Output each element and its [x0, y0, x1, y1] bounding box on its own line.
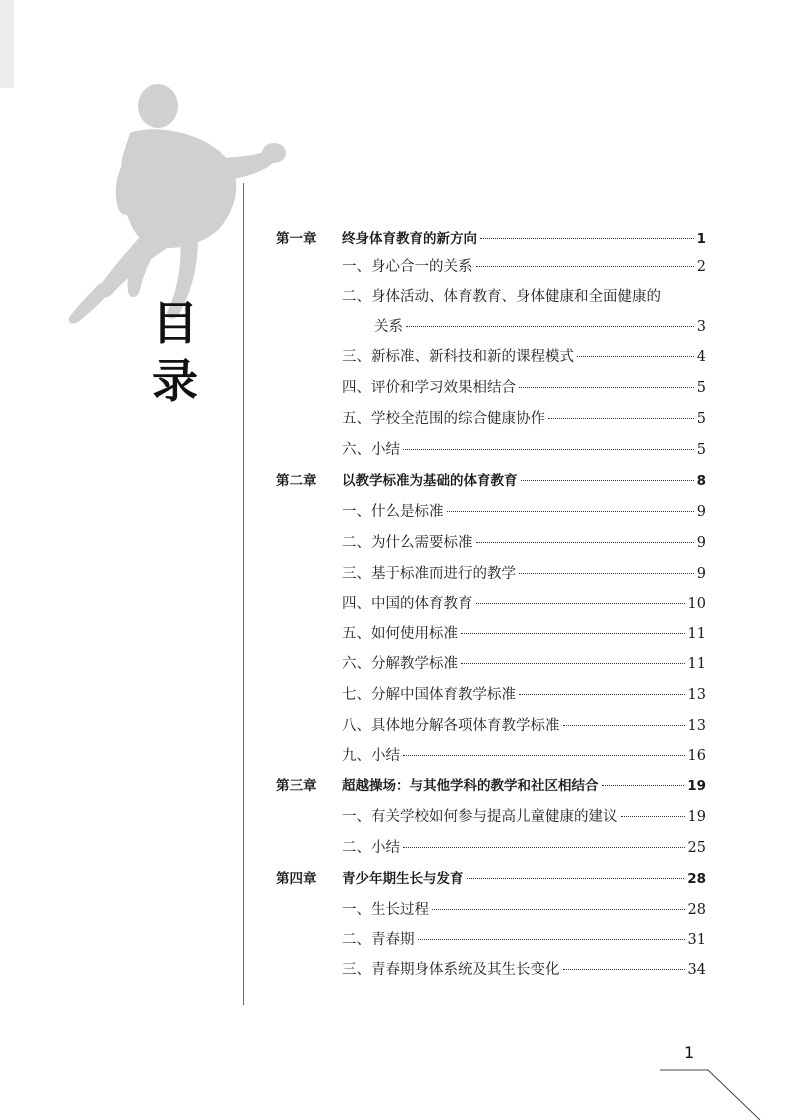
page-number: 28: [687, 871, 706, 887]
toc-section[interactable]: [342, 342, 706, 372]
dot-leader: [563, 969, 685, 970]
toc-section[interactable]: [342, 895, 706, 925]
dot-leader: [467, 878, 685, 879]
toc-section[interactable]: [342, 741, 706, 771]
section-title: 八、具体地分解各项体育教学标准: [342, 718, 560, 734]
dot-leader: [621, 816, 685, 817]
section-title: 六、分解教学标准: [342, 656, 458, 672]
dot-leader: [461, 663, 685, 664]
dot-leader: [519, 387, 694, 388]
toc-section[interactable]: [342, 680, 706, 710]
dot-leader: [563, 725, 685, 726]
toc-section[interactable]: [342, 619, 706, 649]
dot-leader: [418, 939, 685, 940]
page-title-char-2: 录: [152, 354, 198, 408]
section-title: 四、中国的体育教育: [342, 596, 473, 612]
dot-leader: [406, 326, 694, 327]
chapter-title: 超越操场：与其他学科的教学和社区相结合: [342, 778, 599, 794]
page-number: 31: [687, 932, 706, 948]
page-number: 9: [696, 566, 706, 582]
section-title: 二、青春期: [342, 932, 415, 948]
section-title: 五、如何使用标准: [342, 626, 458, 642]
dot-leader: [476, 542, 694, 543]
corner-strip: [0, 0, 14, 88]
toc-chapter-2[interactable]: [276, 466, 706, 496]
section-title: 二、为什么需要标准: [342, 535, 473, 551]
section-title: 二、小结: [342, 840, 400, 856]
page-number: 34: [687, 962, 706, 978]
section-title: 三、青春期身体系统及其生长变化: [342, 962, 560, 978]
page-number: 9: [696, 504, 706, 520]
toc-section[interactable]: [342, 589, 706, 619]
section-title: 六、小结: [342, 442, 400, 458]
toc-section[interactable]: [342, 373, 706, 403]
page-title-char-1: 目: [152, 296, 198, 350]
dot-leader: [480, 238, 694, 239]
chapter-title: 终身体育教育的新方向: [342, 231, 477, 247]
section-title: 关系: [374, 319, 403, 335]
folio-corner-line: [660, 1060, 800, 1120]
section-title: 三、基于标准而进行的教学: [342, 566, 516, 582]
page-number: 4: [696, 349, 706, 365]
dot-leader: [519, 573, 694, 574]
toc-section[interactable]: [342, 559, 706, 589]
page-number: 19: [687, 778, 706, 794]
toc-section[interactable]: [342, 528, 706, 558]
section-title: 一、什么是标准: [342, 504, 444, 520]
dot-leader: [403, 847, 685, 848]
toc-section[interactable]: [342, 925, 706, 955]
toc-chapter-4[interactable]: [276, 864, 706, 894]
toc-section[interactable]: [342, 435, 706, 465]
dot-leader: [519, 694, 685, 695]
page-number: 9: [696, 535, 706, 551]
dot-leader: [577, 356, 694, 357]
toc-section[interactable]: [342, 649, 706, 679]
page-number: 13: [687, 718, 706, 734]
toc-section[interactable]: [342, 282, 706, 312]
section-title: 一、身心合一的关系: [342, 259, 473, 275]
page-number: 10: [687, 596, 706, 612]
page-number: 11: [687, 626, 706, 642]
page-number: 13: [687, 687, 706, 703]
chapter-title: 青少年期生长与发育: [342, 871, 464, 887]
toc-section[interactable]: [342, 252, 706, 282]
chapter-number: 第一章: [276, 231, 317, 247]
page-number: 3: [696, 319, 706, 335]
section-title: 二、身体活动、体育教育、身体健康和全面健康的: [342, 289, 661, 305]
section-title: 一、有关学校如何参与提高儿童健康的建议: [342, 809, 618, 825]
dot-leader: [521, 480, 694, 481]
dot-leader: [403, 449, 694, 450]
page-number: 5: [696, 442, 706, 458]
dot-leader: [476, 603, 685, 604]
toc-section[interactable]: [342, 404, 706, 434]
dot-leader: [461, 633, 685, 634]
page-number: 5: [696, 411, 706, 427]
section-title: 三、新标准、新科技和新的课程模式: [342, 349, 574, 365]
toc-section[interactable]: [342, 497, 706, 527]
section-title: 五、学校全范围的综合健康协作: [342, 411, 545, 427]
dot-leader: [447, 511, 694, 512]
toc-section[interactable]: [342, 711, 706, 741]
chapter-number: 第二章: [276, 473, 317, 489]
page-number: 5: [696, 380, 706, 396]
page-number: 25: [687, 840, 706, 856]
page-number: 2: [696, 259, 706, 275]
toc-section[interactable]: [342, 833, 706, 863]
vertical-rule: [243, 183, 244, 1005]
page-number: 8: [696, 473, 706, 489]
page-number: 19: [687, 809, 706, 825]
section-title: 四、评价和学习效果相结合: [342, 380, 516, 396]
section-title: 九、小结: [342, 748, 400, 764]
chapter-title: 以教学标准为基础的体育教育: [342, 473, 518, 489]
chapter-number: 第四章: [276, 871, 317, 887]
dot-leader: [476, 266, 694, 267]
page-number: 11: [687, 656, 706, 672]
page-number: 1: [696, 231, 706, 247]
page-number: 16: [687, 748, 706, 764]
section-title: 七、分解中国体育教学标准: [342, 687, 516, 703]
toc-chapter-3[interactable]: [276, 771, 706, 801]
toc-section[interactable]: [342, 955, 706, 985]
dot-leader: [548, 418, 694, 419]
toc-chapter-1[interactable]: [276, 224, 706, 254]
chapter-number: 第三章: [276, 778, 317, 794]
toc-section[interactable]: [342, 802, 706, 832]
dot-leader: [602, 785, 685, 786]
runner-silhouette-icon: [60, 78, 290, 328]
page-number: 28: [687, 902, 706, 918]
section-title: 一、生长过程: [342, 902, 429, 918]
toc-section-continuation[interactable]: [374, 312, 706, 342]
dot-leader: [403, 755, 685, 756]
dot-leader: [432, 909, 685, 910]
page-folio-number: 1: [684, 1043, 695, 1062]
